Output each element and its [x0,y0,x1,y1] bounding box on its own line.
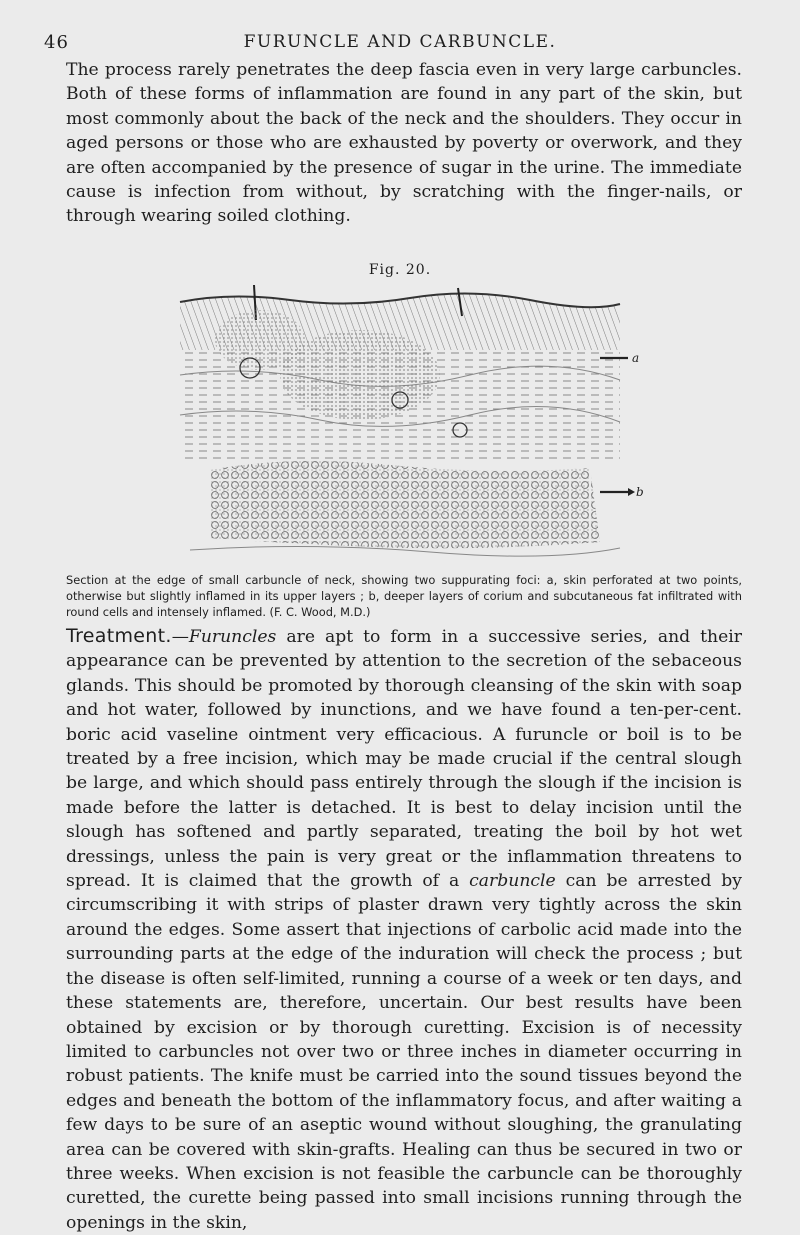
treatment-text-part-2: can be arrested by circumscribing it with strips of plaster drawn very tightly across the skin around the edges. Some assert that injections of carbolic acid made into the surrounding parts at the edge of the induration will check the process ; but the disease is often self-limited, running a course of a week or ten days, and these statements are, therefore, uncertain. Our best results have been obtained by excision or by thorough curetting. Excision is of necessity limited to carbuncles not over two or three inches in diameter occurring in robust patients. The knife must be carried into the sound tissues beyond the edges and beneath the bottom of the inflammatory focus, and after waiting a few days to be sure of an aseptic wound without sloughing, the granulating area can be covered with skin-grafts. Healing can thus be secured in two or three weeks. When excision is not feasible the carbuncle can be thoroughly curetted, the curette being passed into small incisions running through the openings in the skin, [66,871,742,1233]
treatment-dash: — [171,627,189,647]
page-number: 46 [44,32,69,53]
treatment-paragraph [66,624,742,1235]
figure-marker-a: a [632,351,640,365]
treatment-heading: Treatment. [66,625,172,647]
figure-caption: Section at the edge of small carbuncle of neck, showing two suppurating foci: a, skin perforated at two points, otherwise but slightly inflamed in its upper layers ; b, deeper layers of corium and subcutaneous fat infiltrated with round cells and intensely inflamed. (F. C. Wood, M.D.) [66,573,742,619]
treatment-term-carbuncle: carbuncle [469,871,556,892]
figure-marker-b: b [636,485,644,499]
treatment-term-furuncles: Furuncles [188,627,277,647]
figure-label: Fig. 20. [368,262,432,278]
running-title: FURUNCLE AND CARBUNCLE. [243,32,557,52]
intro-paragraph: The process rarely penetrates the deep fascia even in very large carbuncles. Both of these forms of inflammation are found in any part of the skin, but most commonly about the back of the neck and the shoulders. They occur in aged persons or those who are exhausted by poverty or overwork, and they are often accompanied by the presence of sugar in the urine. The immediate cause is infection from without, by scratching with the finger-nails, or through wearing soiled clothing. [66,60,742,227]
histology-section-illustration [170,280,644,570]
treatment-text-part-1: are apt to form in a successive series, and their appearance can be prevented by attention to the secretion of the sebaceous glands. This should be promoted by thorough cleansing of the skin with soap and hot water, followed by inunctions, and we have found a ten-per-cent. boric acid vaseline ointment very efficacious. A furuncle or boil is to be treated by a free incision, which may be made crucial if the central slough be large, and which should pass entirely through the slough if the incision is made before the latter is detached. It is best to delay incision until the slough has softened and partly separated, treating the boil by hot wet dressings, unless the pain is very great or the inflammation threatens to spread. It is claimed that the growth of a [66,627,742,892]
